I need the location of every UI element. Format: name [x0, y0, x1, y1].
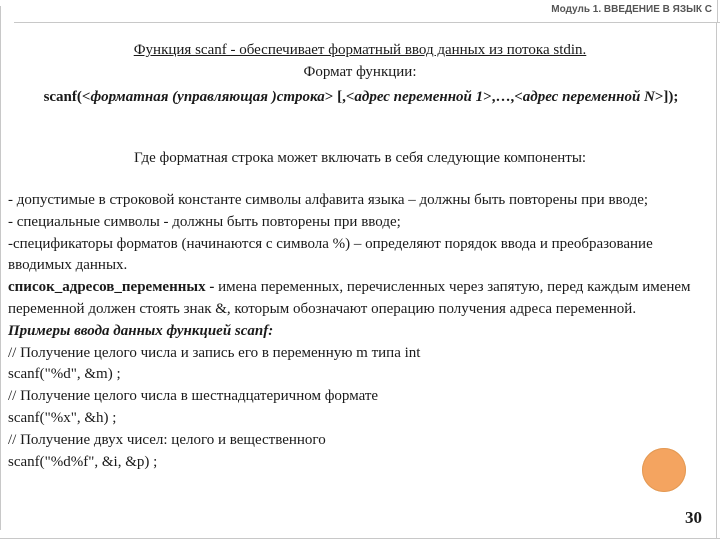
examples-heading: Примеры ввода данных функцией scanf: — [8, 322, 274, 339]
component-item: - специальные символы - должны быть повторены при вводе; — [8, 213, 401, 230]
address-list-description — [8, 277, 708, 321]
signature-mid: > [,< — [324, 89, 355, 105]
component-item: -спецификаторы форматов (начинаются с символа %) – определяют порядок ввода и преобразование вводимых данных. — [8, 235, 653, 274]
address-list-text: имена переменных, перечисленных через запятую, перед каждым именем переменной должен стоять знак &, которым обозначают операцию получения адреса переменной. — [8, 279, 691, 317]
example-line: scanf("%d%f", &i, &p) ; — [8, 453, 158, 470]
frame-bottom-border — [0, 530, 720, 539]
address-list-term: список_адресов_переменных - — [8, 279, 215, 296]
module-header: Модуль 1. ВВЕДЕНИЕ В ЯЗЫК С — [551, 4, 712, 15]
example-line: scanf("%x", &h) ; — [8, 409, 117, 426]
example-line: scanf("%d", &m) ; — [8, 366, 121, 383]
example-line: // Получение двух чисел: целого и вещественного — [8, 431, 326, 448]
example-line: // Получение целого числа в шестнадцатеричном формате — [8, 388, 379, 405]
slide-title: Функция scanf - обеспечивает форматный ввод данных из потока stdin. — [133, 42, 587, 58]
frame-right-border — [716, 22, 717, 539]
signature-prefix: scanf(< — [43, 89, 91, 105]
signature-suffix: >]); — [654, 89, 679, 105]
signature-format-string: форматная (управляющая )строка — [90, 89, 325, 105]
page-number: 30 — [685, 508, 702, 527]
decorative-circle-icon — [642, 448, 686, 492]
frame-top-border — [14, 22, 720, 23]
signature-mid2: >,…,< — [483, 89, 523, 105]
format-label: Формат функции: — [303, 64, 417, 80]
function-signature — [16, 86, 706, 108]
frame-right-top-border — [717, 0, 718, 22]
example-line: // Получение целого числа и запись его в переменную m типа int — [8, 344, 421, 361]
signature-arg1: адрес переменной 1 — [354, 89, 484, 105]
body-text — [8, 190, 708, 473]
intro-text: Где форматная строка может включать в себя следующие компоненты: — [133, 150, 587, 166]
component-item: - допустимые в строковой константе символы алфавита языка – должны быть повторены при вводе; — [8, 192, 649, 208]
signature-argn: адрес переменной N — [522, 89, 655, 105]
